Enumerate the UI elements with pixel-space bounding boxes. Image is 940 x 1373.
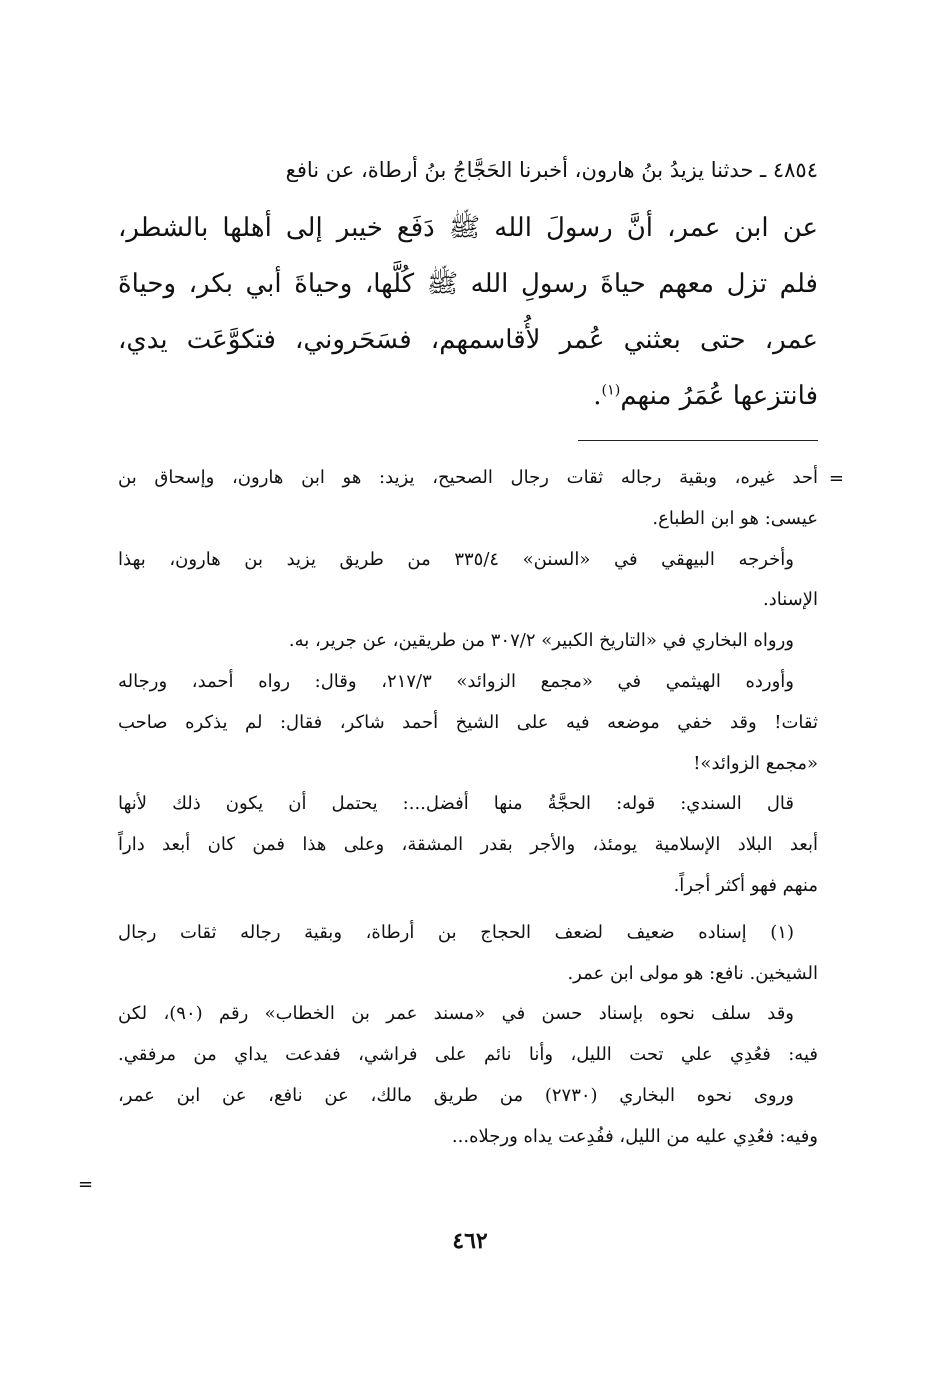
footnote-divider: [578, 440, 818, 441]
continuation-mark-bottom: =: [78, 1174, 94, 1195]
hadith-line-3: فلم تزل معهم حياةَ رسولِ الله ﷺ كُلَّها، وحياةَ أبي بكر، وحياةَ: [118, 269, 818, 299]
footnote-line-1: أحد غيره، وبقية رجاله ثقات رجال الصحيح، يزيد: هو ابن هارون، وإسحاق بن: [118, 467, 818, 488]
footnote-line-2: عيسى: هو ابن الطباع.: [652, 507, 818, 529]
hadith-line-5-text: فانتزعها عُمَرُ منهم: [620, 381, 818, 411]
footnote-line-5: ورواه البخاري في «التاريخ الكبير» ٣٠٧/٢ من طريقين، عن جرير، به.: [288, 630, 794, 652]
page-number: ٤٦٢: [452, 1228, 488, 1254]
footnote-line-4: الإسناد.: [762, 589, 818, 611]
hadith-line-4: عمر، حتى بعثني عُمر لأُقاسمهم، فسَحَروني، فتكوَّعَت يدي،: [118, 325, 818, 355]
footnote-line-8: «مجمع الزوائد»!: [693, 752, 818, 774]
hadith-line-1: ٤٨٥٤ ـ حدثنا يزيدُ بنُ هارون، أخبرنا الحَجَّاجُ بنُ أرطاة، عن نافع: [285, 158, 818, 182]
hadith-line-5-end: .: [593, 381, 602, 411]
footnote-line-3: وأخرجه البيهقي في «السنن» ٣٣٥/٤ من طريق يزيد بن هارون، بهذا: [118, 548, 794, 570]
footnote-line-15: فيه: فعُدِي علي تحت الليل، وأنا نائم على فراشي، ففدعت يداي من مرفقي.: [118, 1044, 818, 1066]
footnotes: [118, 458, 818, 1158]
hadith-text: [118, 148, 818, 424]
hadith-line-2: عن ابن عمر، أنَّ رسولَ الله ﷺ دَفَع خيبر إلى أهلها بالشطر،: [118, 213, 818, 243]
footnote-line-17: وفيه: فعُدِي عليه من الليل، ففُدِعت يداه ورجلاه...: [451, 1125, 818, 1147]
footnote-line-12: (١) إسناده ضعيف لضعف الحجاج بن أرطاة، وبقية رجاله ثقات رجال: [118, 921, 794, 943]
footnote-line-10: أبعد البلاد الإسلامية يومئذ، والأجر بقدر المشقة، وعلى هذا فمن كان أبعد داراً: [118, 834, 818, 856]
footnote-line-7: ثقات! وقد خفي موضعه فيه على الشيخ أحمد شاكر، فقال: لم يذكره صاحب: [118, 711, 818, 733]
footnote-line-9: قال السندي: قوله: الحجَّةُ منها أفضل...: يحتمل أن يكون ذلك لأنها: [118, 793, 794, 815]
continuation-mark-top: =: [828, 468, 844, 489]
footnote-line-6: وأورده الهيثمي في «مجمع الزوائد» ٢١٧/٣، وقال: رواه أحمد، ورجاله: [118, 670, 795, 692]
footnote-line-16: وروى نحوه البخاري (٢٧٣٠) من طريق مالك، عن نافع، عن ابن عمر،: [118, 1084, 794, 1106]
hadith-line-5: [118, 368, 818, 424]
footnote-reference: (١): [601, 382, 621, 399]
footnote-line-13: الشيخين. نافع: هو مولى ابن عمر.: [567, 962, 818, 984]
footnote-line-14: وقد سلف نحوه بإسناد حسن في «مسند عمر بن الخطاب» رقم (٩٠)، لكن: [118, 1003, 794, 1025]
footnote-line-11: منهم فهو أكثر أجراً.: [673, 874, 818, 896]
